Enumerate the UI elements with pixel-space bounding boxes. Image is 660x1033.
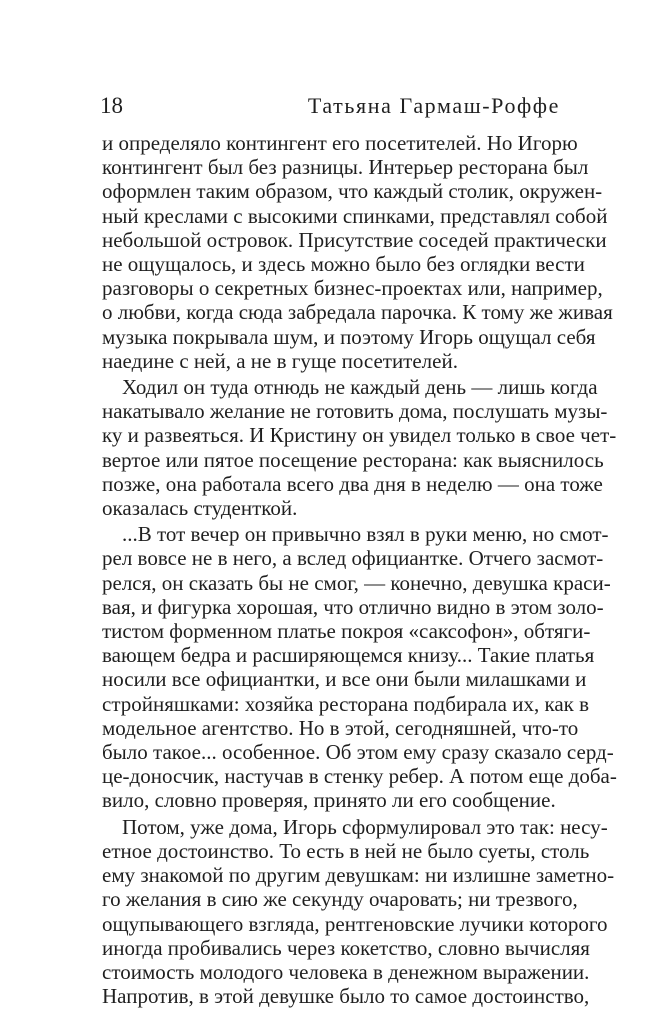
text-line: Потом, уже дома, Игорь сформулировал это так: несу- [122, 814, 608, 839]
text-line: Напротив, в этой девушке было то самое достоинство, [102, 984, 590, 1009]
text-line: разговоры о секретных бизнес-проектах или, например, [102, 276, 603, 301]
paragraph [102, 375, 617, 521]
text-line: модельное агентство. Но в этой, сегодняшней, что-то [102, 715, 579, 740]
text-line: вило, словно проверяя, принято ли его сообщение. [102, 788, 556, 813]
page-number: 18 [100, 93, 123, 118]
text-line: наедине с ней, а не в гуще посетителей. [102, 348, 458, 373]
text-line: вающем бедра и расширяющемся книзу... Такие платья [102, 643, 595, 668]
text-line: ощупывающего взгляда, рентгеновские лучики которого [102, 911, 608, 936]
text-line: вая, и фигурка хорошая, что отлично видно в этом золо- [102, 594, 604, 619]
text-line: го желания в сию же секунду очаровать; ни трезвого, [102, 887, 578, 912]
paragraph [102, 522, 617, 813]
text-line: це-доносчик, настучав в стенку ребер. А потом еще доба- [102, 764, 617, 789]
paragraph [102, 131, 613, 373]
text-line: носили все официантки, и все они были милашками и [102, 667, 587, 692]
text-line: ...В тот вечер он привычно взял в руки меню, но смот- [122, 522, 609, 547]
text-line: рел вовсе не в него, а вслед официантке. Отчего засмот- [102, 546, 604, 571]
text-line: накатывало желание не готовить дома, послушать музы- [102, 399, 608, 424]
paragraph [102, 814, 615, 1009]
text-line: стоимость молодого человека в денежном выражении. [102, 959, 590, 984]
text-line: музыка покрывала шум, и поэтому Игорь ощущал себя [102, 324, 596, 349]
text-line: Ходил он туда отнюдь не каждый день — лишь когда [122, 375, 598, 400]
text-line: небольшой островок. Присутствие соседей практически [102, 227, 607, 252]
text-line: о любви, когда сюда забредала парочка. К тому же живая [102, 300, 613, 325]
text-line: позже, она работала всего два дня в неделю — она тоже [102, 471, 603, 496]
text-line: иногда пробивались через кокетство, словно вычисляя [102, 935, 590, 960]
text-line: оказалась студенткой. [102, 496, 298, 521]
text-line: етное достоинство. То есть в ней не было суеты, столь [102, 838, 590, 863]
text-line: ку и развеяться. И Кристину он увидел только в свое чет- [102, 423, 617, 448]
text-line: ему знакомой по другим девушкам: ни излишне заметно- [102, 863, 615, 888]
text-line: контингент был без разницы. Интерьер ресторана был [102, 155, 589, 180]
text-line: оформлен таким образом, что каждый столик, окружен- [102, 179, 603, 204]
text-line: стройняшками: хозяйка ресторана подбирала их, как в [102, 691, 590, 716]
text-line: вертое или пятое посещение ресторана: как выяснилось [102, 447, 604, 472]
running-head-author: Татьяна Гармаш-Роффе [307, 93, 560, 118]
text-line: релся, он сказать бы не смог, — конечно, девушка краси- [102, 570, 611, 595]
text-line: было такое... особенное. Об этом ему сразу сказало серд- [102, 740, 614, 765]
text-line: ный креслами с высокими спинками, представлял собой [102, 203, 608, 228]
text-line: тистом форменном платье покроя «саксофон», обтяги- [102, 619, 591, 644]
body-text [102, 131, 617, 1009]
text-line: и определяло контингент его посетителей. Но Игорю [102, 131, 578, 155]
text-line: не ощущалось, и здесь можно было без оглядки вести [102, 252, 585, 277]
